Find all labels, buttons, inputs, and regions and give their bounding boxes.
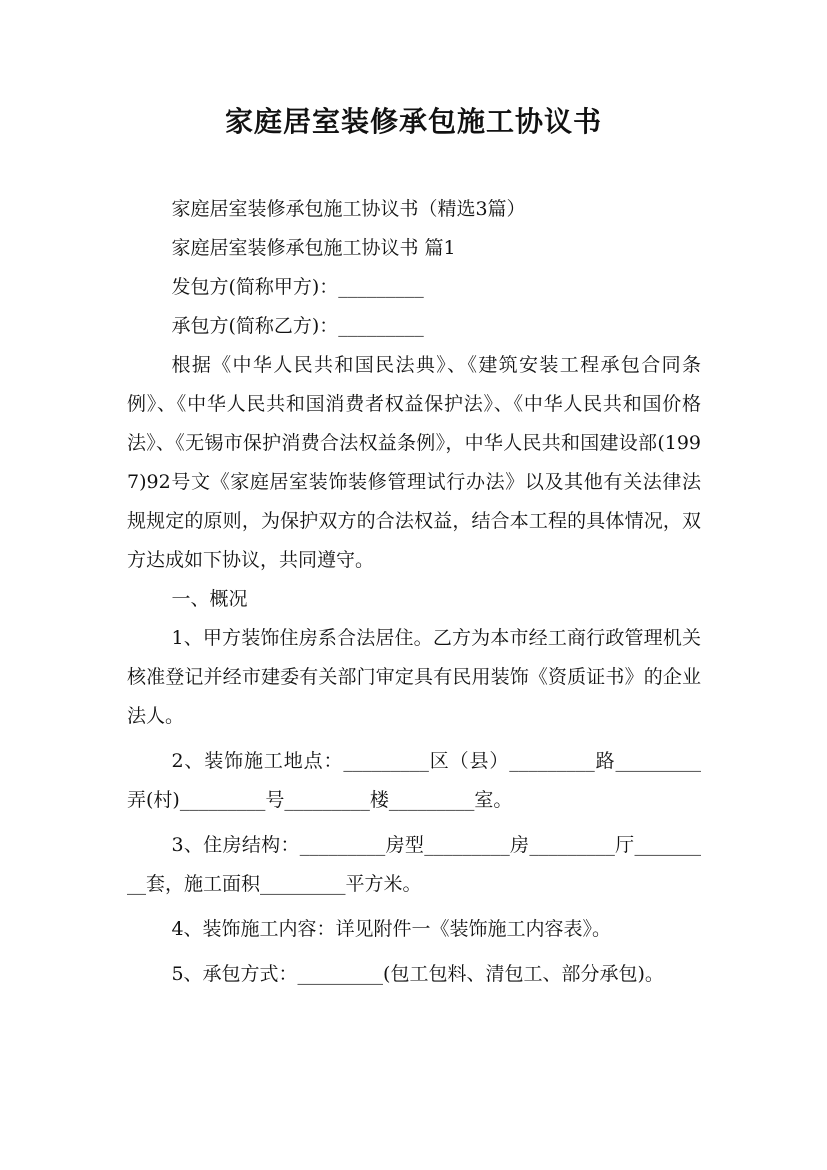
paragraph-part-heading: 家庭居室装修承包施工协议书 篇1 <box>171 237 456 259</box>
document-body <box>127 190 701 994</box>
clause-4-content: 4、装饰施工内容：详见附件一《装饰施工内容表》。 <box>171 918 612 940</box>
paragraph-intro-title: 家庭居室装修承包施工协议书（精选3篇） <box>171 198 526 220</box>
section-heading-overview: 一、概况 <box>171 588 248 610</box>
paragraph-party-a: 发包方(简称甲方)：_________ <box>171 276 424 298</box>
clause-3-structure: 3、住房结构：_________房型_________房_________厅_________套，施工面积_________平方米。 <box>127 834 701 895</box>
paragraph-party-b: 承包方(简称乙方)：_________ <box>171 315 424 337</box>
document-title: 家庭居室装修承包施工协议书 <box>224 105 602 138</box>
clause-1-housing: 1、甲方装饰住房系合法居住。乙方为本市经工商行政管理机关核准登记并经市建委有关部门审定具有民用装饰《资质证书》的企业法人。 <box>127 627 701 727</box>
clause-5-contract-mode: 5、承包方式：_________(包工包料、清包工、部分承包)。 <box>171 963 664 985</box>
paragraph-legal-basis: 根据《中华人民共和国民法典》、《建筑安装工程承包合同条例》、《中华人民共和国消费者权益保护法》、《中华人民共和国价格法》、《无锡市保护消费合法权益条例》，中华人民共和国建设部(1997)92号文《家庭居室装饰装修管理试行办法》以及其他有关法律法规规定的原则，为保护双方的合法权益，结合本工程的具体情况，双方达成如下协议，共同遵守。 <box>127 354 701 571</box>
clause-2-location: 2、装饰施工地点：_________区（县）_________路_________弄(村)_________号_________楼_________室。 <box>127 750 701 811</box>
